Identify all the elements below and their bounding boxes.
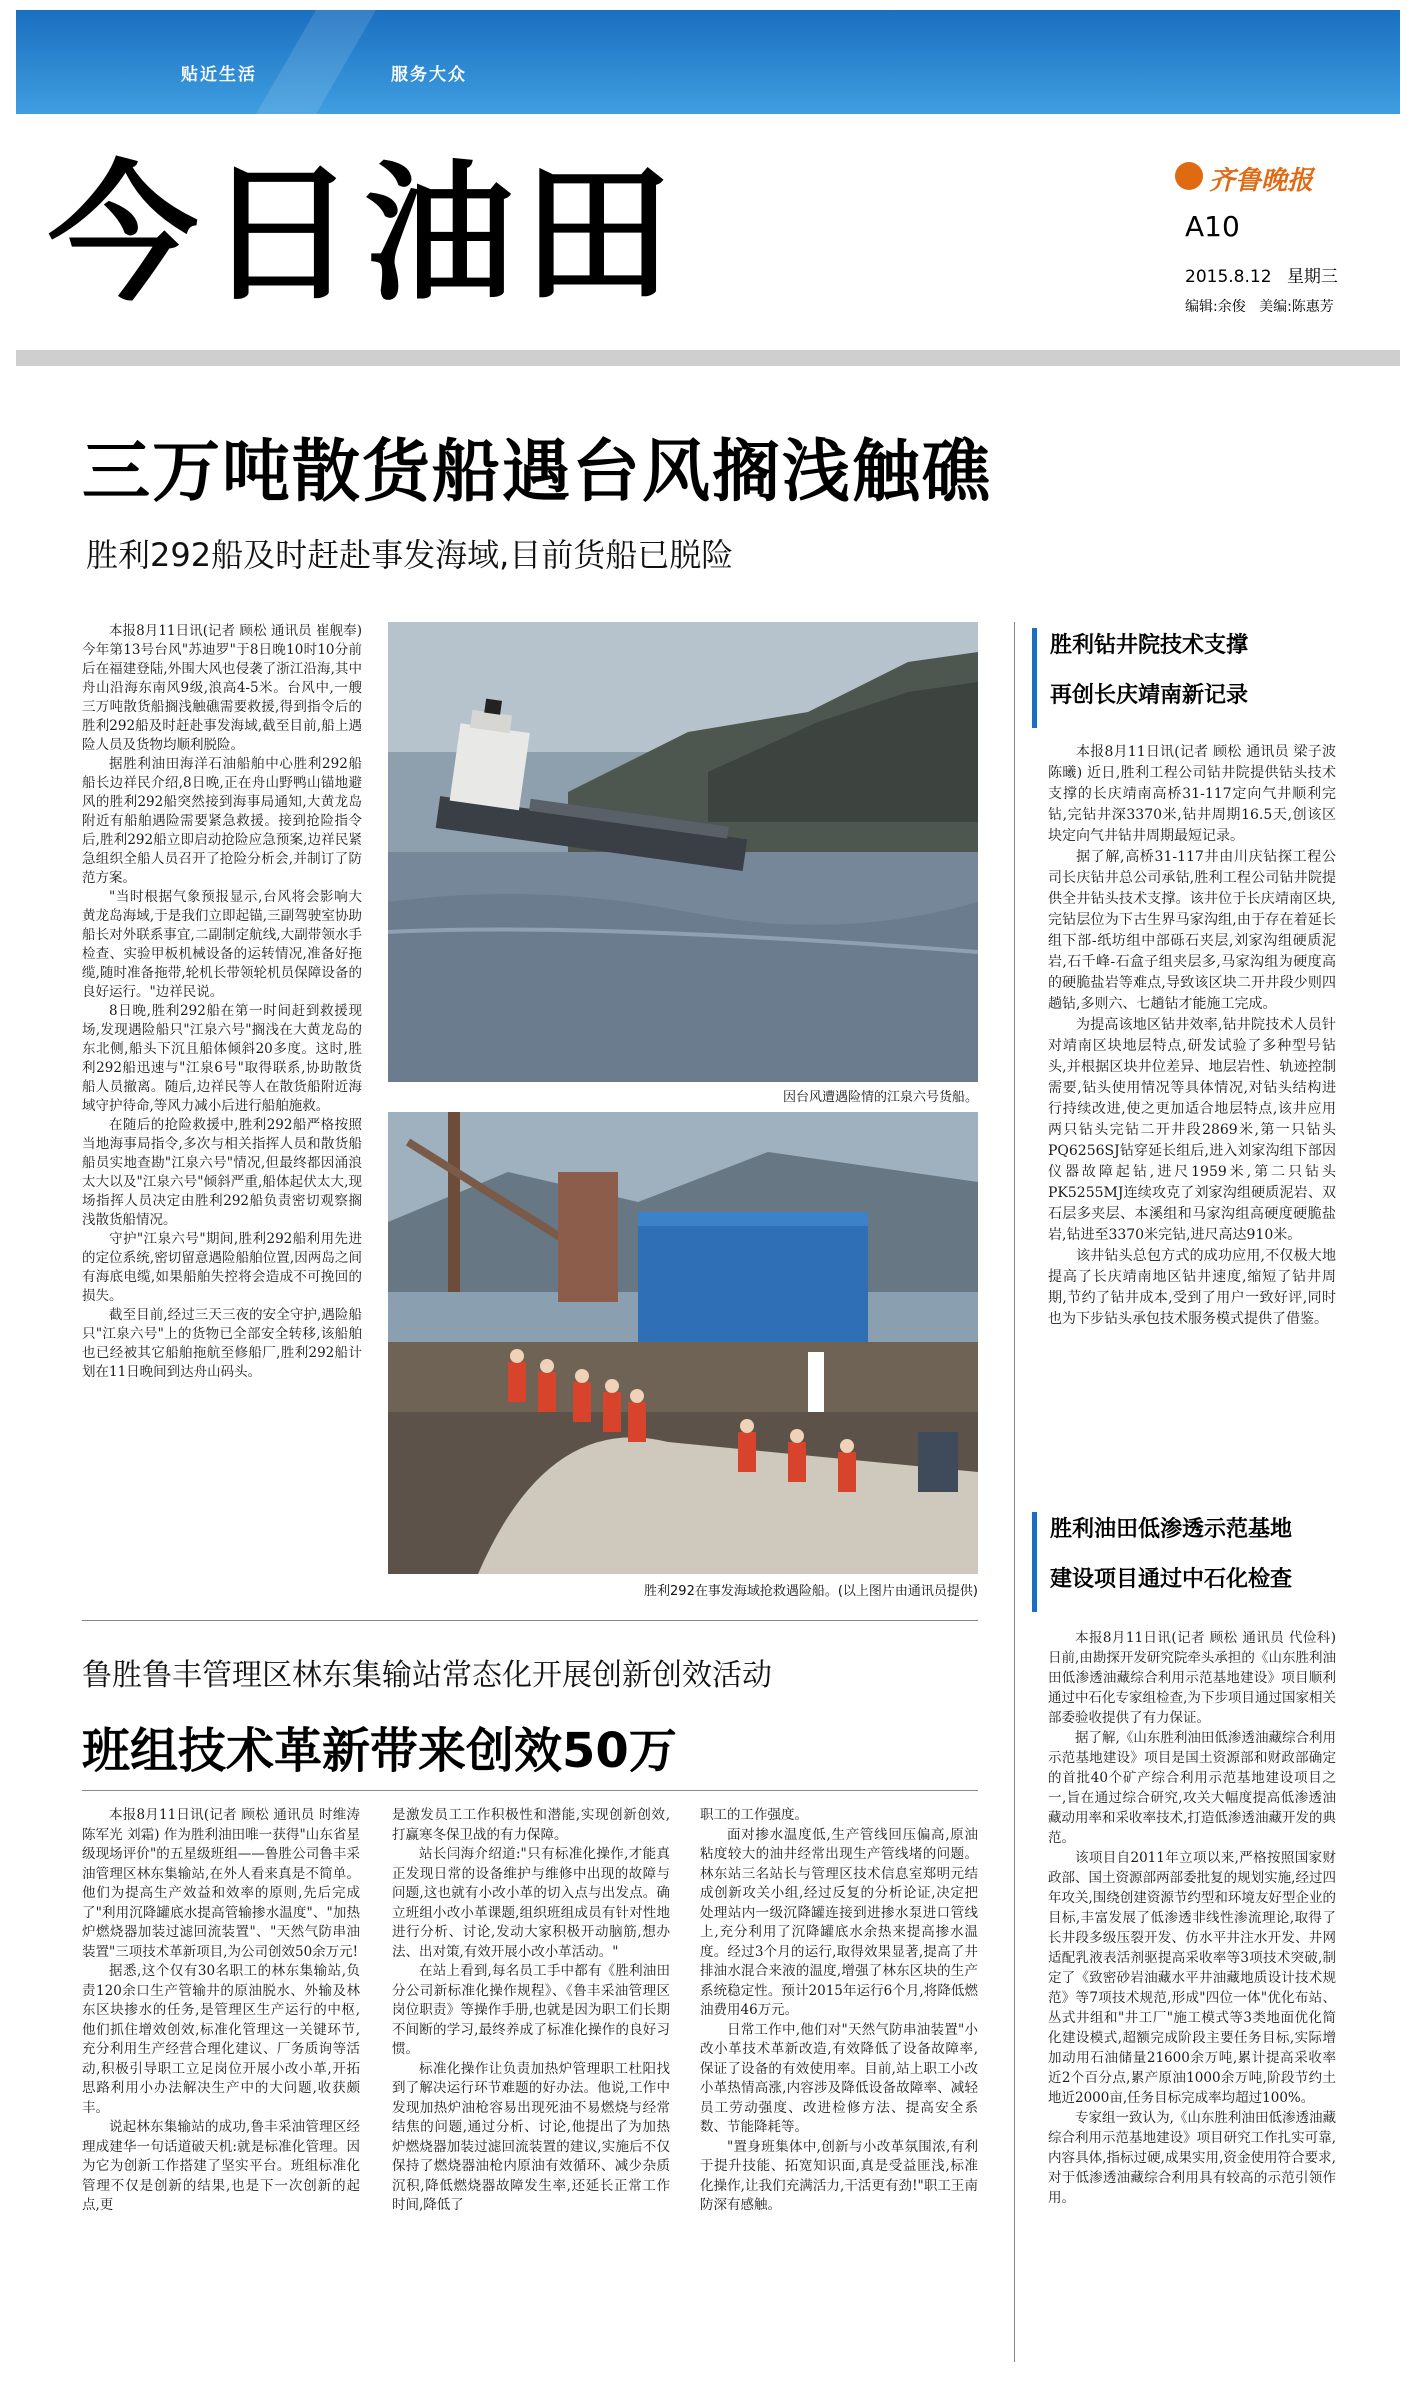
logo-text: 齐鲁晚报 xyxy=(1209,166,1314,196)
sidebar-story1-paragraph: 为提高该地区钻井效率,钻井院技术人员针对靖南区块地层特点,研发试验了多种型号钻头,并根据区块井位差异、地层岩性、轨迹控制需要,钻头使用情况等具体情况,对钻头结构进行持续改进,使之更加适合地层特点,该井应用两只钻头完钻二开井段2869米,第一只钻头PQ6256SJ钻穿延长组后,进入刘家沟组下部因仪器故障起钻,进尺1959米,第二只钻头PK5255MJ连续攻克了刘家沟组硬质泥岩、双石层多夹层、本溪组和马家沟组高硬度硬脆盐岩,钻进至3370米完钻,进尺高达910米。 xyxy=(1048,1017,1336,1243)
second-story-col3 xyxy=(700,1806,978,2216)
sidebar-story2-body xyxy=(1048,1628,1336,2208)
issue-date xyxy=(1185,262,1338,287)
sidebar-story2-headline1: 胜利油田低渗透示范基地 xyxy=(1050,1517,1293,1542)
second-story-paragraph: 本报8月11日讯(记者 顾松 通讯员 时维涛 陈军光 刘霜) 作为胜利油田唯一获得"山东省星级现场评价"的五星级班组——鲁胜公司鲁丰采油管理区林东集输站,在外人看来真是不简单。他们为提高生产效益和效率的原则,先后完成了"利用沉降罐底水提高管输掺水温度"、"加热炉燃烧器加装过滤回流装置"、"天然气防串油装置"三项技术革新项目,为公司创效50余万元! xyxy=(82,1807,360,1960)
date-text: 2015.8.12 xyxy=(1185,267,1272,287)
lead-paragraph: 8日晚,胜利292船在第一时间赶到救援现场,发现遇险船只"江泉六号"搁浅在大黄龙岛的东北侧,船头下沉且船体倾斜20多度。这时,胜利292船迅速与"江泉6号"取得联系,协助散货船人员撤离。随后,边祥民等人在散货船附近海域守护待命,等风力减小后进行船舶施救。 xyxy=(82,1003,362,1114)
photo-rescue-crew-art xyxy=(388,1112,978,1574)
banner-diagonal xyxy=(256,10,376,114)
lead-paragraph: 据胜利油田海洋石油船舶中心胜利292船船长边祥民介绍,8日晚,正在舟山野鸭山锚地避风的胜利292船突然接到海事局通知,大黄龙岛附近有船舶遇险需要紧急救援。接到抢险指令后,胜利292船立即启动抢险应急预案,边祥民紧急组织全船人员召开了抢险分析会,并制订了防范方案。 xyxy=(82,756,362,886)
photo1-caption: 因台风遭遇险情的江泉六号货船。 xyxy=(782,1090,978,1105)
masthead-rule xyxy=(16,350,1400,366)
second-story-paragraph: 标准化操作让负责加热炉管理职工杜阳找到了解决运行环节难题的好办法。他说,工作中发现加热炉油枪容易出现死油不易燃烧与经常结焦的问题,通过分析、讨论,他提出了为加热炉燃烧器加装过滤回流装置的建议,实施后不仅保持了燃烧器油枪内原油有效循环、减少杂质沉积,降低燃烧器故障发生率,还延长正常工作时间,降低了 xyxy=(392,2060,670,2213)
second-story-paragraph: 职工的工作强度。 xyxy=(700,1807,808,1823)
second-story-paragraph: 站长闫海介绍道:"只有标准化操作,才能真正发现日常的设备维护与维修中出现的故障与问题,这也就有小改小革的切入点与出发点。确立班组小改小革课题,组织班组成员有针对性地进行分析、讨论,发动大家积极开动脑筋,想办法、出对策,有效开展小改小革活动。" xyxy=(392,1846,670,1960)
second-story-headline: 班组技术革新带来创效50万 xyxy=(82,1723,677,1779)
top-banner xyxy=(16,10,1400,114)
lead-paragraph: "当时根据气象预报显示,台风将会影响大黄龙岛海域,于是我们立即起锚,三副驾驶室协助船长对外联系事宜,二副制定航线,大副带领水手检查、实验甲板机械设备的运转情况,准备好拖缆,随时准备拖带,轮机长带领轮机员保障设备的良好运行。"边祥民说。 xyxy=(82,889,362,1000)
sidebar-story1-paragraph: 据了解,高桥31-117井由川庆钻探工程公司长庆钻井总公司承钻,胜利工程公司钻井院提供全井钻头技术支撑。该井位于长庆靖南区块,完钻层位为下古生界马家沟组,由于存在着延长组下部-纸坊组中部砾石夹层,刘家沟组硬质泥岩,石千峰-石盒子组夹层多,马家沟组为硬度高的硬脆盐岩等难点,导致该区块二开井段少则四趟钻,多则六、七趟钻才能施工完成。 xyxy=(1048,849,1336,1012)
photo-grounded-ship xyxy=(388,622,978,1082)
lead-paragraph: 截至目前,经过三天三夜的安全守护,遇险船只"江泉六号"上的货物已全部安全转移,该船舶也已经被其它船舶拖航至修船厂,胜利292船计划在11日晚间到达舟山码头。 xyxy=(82,1307,362,1380)
banner-slogan-right: 服务大众 xyxy=(391,65,467,85)
sidebar-story2-paragraph: 本报8月11日讯(记者 顾松 通讯员 代俭科) 日前,由勘探开发研究院牵头承担的《山东胜利油田低渗透油藏综合利用示范基地建设》项目顺利通过中石化专家组检查,为下步项目通过国家相关部委验收提供了有力保证。 xyxy=(1048,1630,1336,1726)
page-number: A10 xyxy=(1185,210,1240,243)
second-story-top-rule xyxy=(82,1620,978,1621)
second-story-paragraph: 据悉,这个仅有30名职工的林东集输站,负责120余口生产管输井的原油脱水、外输及林东区块掺水的任务,是管理区生产运行的中枢,他们抓住增效创效,标准化管理这一关键环节,充分利用生产经营合理化建议、厂务质询等活动,积极引导职工立足岗位开展小改小革,开拓思路利用小办法解决生产中的大问题,收获颇丰。 xyxy=(82,1963,360,2116)
second-story-paragraph: 面对掺水温度低,生产管线回压偏高,原油粘度较大的油井经常出现生产管线堵的问题。林东站三名站长与管理区技术信息室郑明元结成创新攻关小组,经过反复的分析论证,决定把处理站内一级沉降罐连接到进掺水泵进口管线上,充分利用了沉降罐底水余热来提高掺水温度。经过3个月的运行,取得效果显著,提高了井排油水混合来液的温度,增强了林东区块的生产系统稳定性。预计2015年运行6个月,将降低燃油费用46万元。 xyxy=(700,1826,978,2018)
sidebar-story2-marker xyxy=(1032,1512,1037,1612)
photo-grounded-ship-art xyxy=(388,622,978,1082)
sidebar-story2-paragraph: 该项目自2011年立项以来,严格按照国家财政部、国土资源部两部委批复的规划实施,经过四年攻关,围绕创建资源节约型和环境友好型企业的目标,丰富发展了低渗透非线性渗流理论,取得了长井段多级压裂开发、仿水平井注水开发、井网适配乳液表活剂驱提高采收率等3项技术突破,制定了《致密砂岩油藏水平井油藏地质设计技术规范》等7项技术规范,形成"四位一体"优化布站、丛式井组和"井工厂"施工模式等3类地面优化简化建设模式,超额完成阶段主要任务目标,实际增加动用石油储量21600余万吨,累计提高采收率近2个百分点,累产原油1000余万吨,阶段节约土地近2000亩,任务目标完成率均超过100%。 xyxy=(1048,1850,1336,2106)
second-story-paragraph: 日常工作中,他们对"天然气防串油装置"小改小革技术革新改造,有效降低了设备故障率,保证了设备的有效使用率。目前,站上职工小改小革热情高涨,内容涉及降低设备故障率、减轻员工劳动强度、改进检修方法、提高安全系数、节能降耗等。 xyxy=(700,2021,978,2135)
second-story-paragraph: "置身班集体中,创新与小改革氛围浓,有利于提升技能、拓宽知识面,真是受益匪浅,标准化操作,让我们充满活力,干活更有劲!"职工王南防深有感触。 xyxy=(700,2138,978,2213)
lead-paragraph: 在随后的抢险救援中,胜利292船严格按照当地海事局指令,多次与相关指挥人员和散货船船员实地查勘"江泉六号"情况,但最终都因涌浪太大以及"江泉六号"倾斜严重,船体起伏太大,现场指挥人员决定由胜利292船负责密切观察搁浅散货船情况。 xyxy=(82,1117,362,1228)
sidebar-story1-body xyxy=(1048,742,1336,1330)
second-story-rule xyxy=(82,1790,978,1791)
editor-credits: 编辑:余俊 美编:陈惠芳 xyxy=(1185,299,1334,315)
weekday-text: 星期三 xyxy=(1286,267,1338,287)
lead-headline: 三万吨散货船遇台风搁浅触礁 xyxy=(82,433,993,512)
photo-rescue-crew xyxy=(388,1112,978,1574)
second-story-paragraph: 说起林东集输站的成功,鲁丰采油管理区经理成建华一句话道破天机:就是标准化管理。因为它为创新工作搭建了坚实平台。班组标准化管理不仅是创新的结果,也是下一次创新的起点,更 xyxy=(82,2119,360,2213)
photo2-caption: 胜利292在事发海域抢救遇险船。(以上图片由通讯员提供) xyxy=(644,1584,978,1599)
newspaper-logo xyxy=(1175,158,1325,198)
lead-paragraph: 本报8月11日讯(记者 顾松 通讯员 崔舰奉) 今年第13号台风"苏迪罗"于8日晚10时10分前后在福建登陆,外围大风也侵袭了浙江沿海,其中舟山沿海东南风9级,浪高4-5米。台风中,一艘三万吨散货船搁浅触礁需要救援,得到指令后的胜利292船及时赶赴事发海域,截至目前,船上遇险人员及货物均顺利脱险。 xyxy=(82,623,362,753)
second-story-kicker: 鲁胜鲁丰管理区林东集输站常态化开展创新创效活动 xyxy=(82,1658,772,1693)
logo-icon xyxy=(1175,162,1203,190)
sidebar-story1-headline2: 再创长庆靖南新记录 xyxy=(1050,683,1249,708)
column-divider xyxy=(1014,622,1015,2362)
lead-subheadline: 胜利292船及时赶赴事发海域,目前货船已脱险 xyxy=(86,536,734,574)
sidebar-story2-headline2: 建设项目通过中石化检查 xyxy=(1050,1567,1293,1592)
second-story-paragraph: 在站上看到,每名员工手中都有《胜利油田分公司新标准化操作规程》、《鲁丰采油管理区岗位职责》等操作手册,也就是因为职工们长期不间断的学习,最终养成了标准化操作的良好习惯。 xyxy=(392,1963,670,2057)
sidebar-story1-paragraph: 该井钻头总包方式的成功应用,不仅极大地提高了长庆靖南地区钻井速度,缩短了钻井周期,节约了钻井成本,受到了用户一致好评,同时也为下步钻头承包技术服务模式提供了借鉴。 xyxy=(1048,1248,1336,1327)
lead-paragraph: 守护"江泉六号"期间,胜利292船利用先进的定位系统,密切留意遇险船舶位置,因两岛之间有海底电缆,如果船舶失控将会造成不可挽回的损失。 xyxy=(82,1231,362,1304)
lead-story-body xyxy=(82,622,362,1382)
sidebar-story2-paragraph: 据了解,《山东胜利油田低渗透油藏综合利用示范基地建设》项目是国土资源部和财政部确定的首批40个矿产综合利用示范基地建设项目之一,旨在通过综合研究,攻关大幅度提高低渗透油藏动用率和采收率技术,打造低渗透油藏开发的典范。 xyxy=(1048,1730,1336,1846)
second-story-col1 xyxy=(82,1806,360,2216)
sidebar-story1-marker xyxy=(1032,628,1037,728)
sidebar-story2-paragraph: 专家组一致认为,《山东胜利油田低渗透油藏综合利用示范基地建设》项目研究工作扎实可靠,内容具体,指标过硬,成果实用,资金使用符合要求,对于低渗透油藏综合利用具有较高的示范引领作用。 xyxy=(1048,2110,1336,2206)
sidebar-story1-headline1: 胜利钻井院技术支撑 xyxy=(1050,633,1249,658)
banner-slogan-left: 贴近生活 xyxy=(181,65,257,85)
masthead-title: 今日油田 xyxy=(48,148,681,322)
second-story-col2 xyxy=(392,1806,670,2216)
second-story-paragraph: 是激发员工工作积极性和潜能,实现创新创效,打赢寒冬保卫战的有力保障。 xyxy=(392,1807,670,1843)
sidebar-story1-paragraph: 本报8月11日讯(记者 顾松 通讯员 梁子波 陈曦) 近日,胜利工程公司钻井院提供钻头技术支撑的长庆靖南高桥31-117定向气井顺利完钻,完钻井深3370米,钻井周期16.5天,创该区块定向气井钻井周期最短记录。 xyxy=(1048,744,1336,844)
